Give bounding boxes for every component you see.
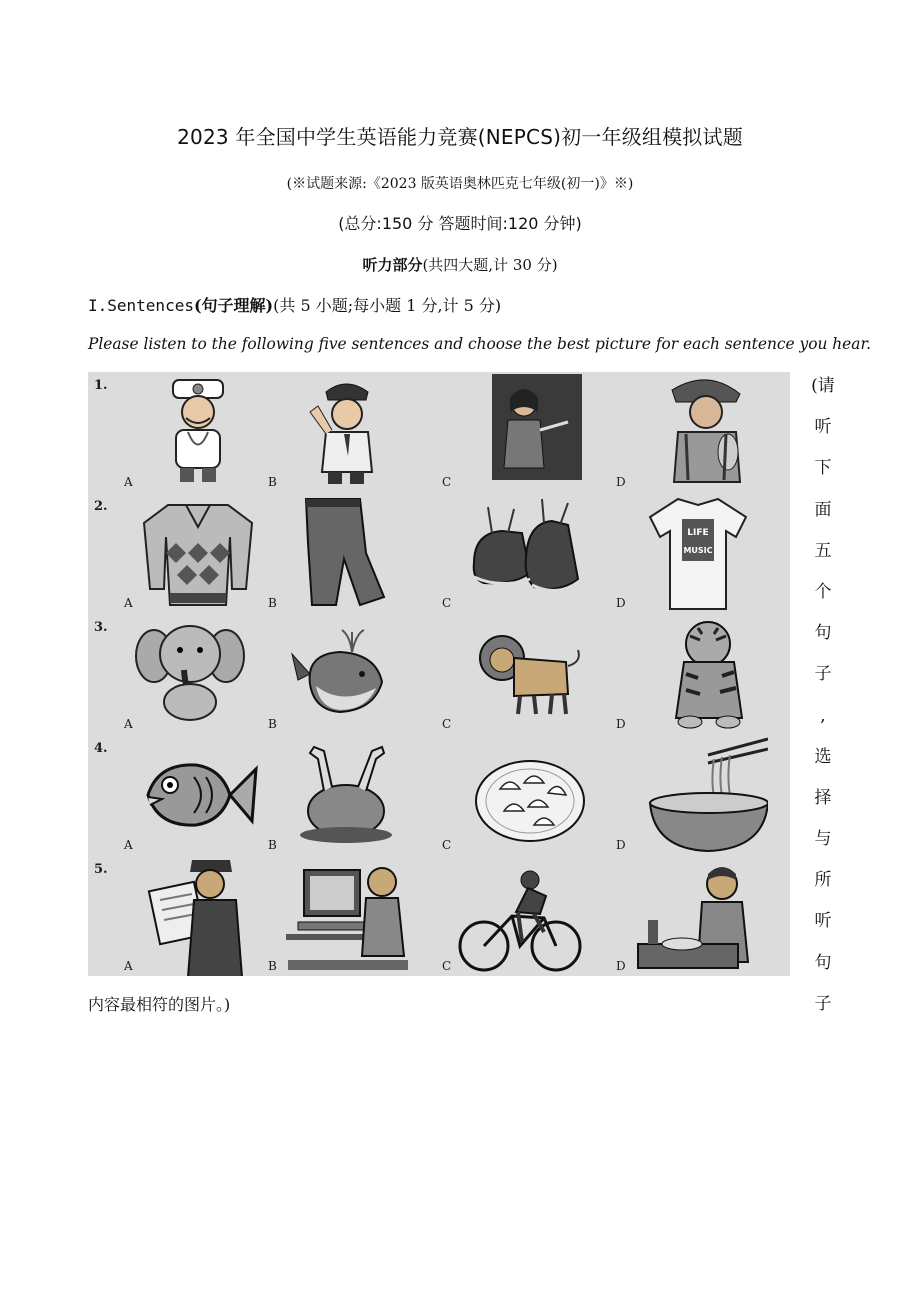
tshirt-icon: [618, 493, 768, 614]
part-heading-bold: 听力部分: [362, 256, 423, 274]
noodles-icon: [618, 735, 768, 856]
tiger-icon: [618, 614, 768, 735]
lion-icon: [444, 614, 594, 735]
option-4c[interactable]: [444, 735, 594, 856]
question-number: 2.: [94, 499, 108, 514]
option-3c[interactable]: [444, 614, 594, 735]
option-letter: D: [616, 717, 626, 731]
option-letter: B: [268, 959, 277, 973]
exam-title: 2023 年全国中学生英语能力竞赛(NEPCS)初一年级组模拟试题: [177, 125, 743, 149]
option-letter: D: [616, 838, 626, 852]
instruction-note-char: 所: [814, 870, 832, 891]
dumplings-icon: [444, 735, 594, 856]
cycling-icon: [444, 856, 594, 976]
section-title-en: I.Sentences: [88, 296, 194, 315]
option-letter: B: [268, 717, 277, 731]
option-3b[interactable]: [266, 614, 416, 735]
instruction-note-char: 子: [814, 664, 832, 685]
sweater-icon: [118, 493, 268, 614]
shoes-icon: [444, 493, 594, 614]
option-5d[interactable]: [618, 856, 768, 976]
instruction-note-char: 子: [814, 993, 832, 1014]
option-3d[interactable]: [618, 614, 768, 735]
section-instruction: Please listen to the following five sentences and choose the best picture for each sentence you hear.: [88, 335, 872, 353]
instruction-note-char: 听: [814, 911, 832, 932]
option-3a[interactable]: [118, 614, 268, 735]
instruction-note-tail: 内容最相符的图片。): [88, 995, 231, 1014]
option-4d[interactable]: [618, 735, 768, 856]
option-5c[interactable]: [444, 856, 594, 976]
doctor-icon: [118, 372, 268, 493]
option-1c[interactable]: [444, 372, 594, 493]
reading-newspaper-icon: [118, 856, 268, 976]
instruction-note-char: (请: [811, 376, 835, 396]
option-letter: D: [616, 475, 626, 489]
chicken-icon: [266, 735, 416, 856]
option-1b[interactable]: [266, 372, 416, 493]
option-2a[interactable]: [118, 493, 268, 614]
question-number: 1.: [94, 378, 108, 393]
washing-dishes-icon: [618, 856, 768, 976]
policeman-icon: [266, 372, 416, 493]
instruction-note-char: 下: [814, 458, 832, 479]
option-letter: B: [268, 838, 277, 852]
instruction-note-char: 与: [814, 829, 832, 850]
instruction-note-char: 听: [814, 417, 832, 438]
farmer-icon: [618, 372, 768, 493]
option-letter: A: [124, 717, 133, 731]
option-letter: C: [442, 475, 452, 489]
option-letter: A: [124, 959, 133, 973]
question-row-2: [88, 493, 790, 614]
svg-text:MUSIC: MUSIC: [683, 546, 713, 555]
question-number: 3.: [94, 620, 108, 635]
option-letter: B: [268, 596, 277, 610]
exam-source: (※试题来源:《2023 版英语奥林匹克七年级(初一)》※): [286, 176, 634, 192]
section-heading: [88, 293, 501, 316]
question-row-5: [88, 856, 790, 976]
using-computer-icon: [266, 856, 416, 976]
question-row-3: [88, 614, 790, 735]
option-4b[interactable]: [266, 735, 416, 856]
part-heading-rest: (共四大题,计 30 分): [422, 256, 558, 274]
elephant-icon: [118, 614, 268, 735]
option-1a[interactable]: [118, 372, 268, 493]
fish-icon: [118, 735, 268, 856]
svg-text:LIFE: LIFE: [687, 528, 709, 538]
option-letter: C: [442, 717, 452, 731]
teacher-icon: [444, 372, 594, 493]
option-letter: A: [124, 596, 133, 610]
option-5b[interactable]: [266, 856, 416, 976]
option-4a[interactable]: [118, 735, 268, 856]
score-info: (总分:150 分 答题时间:120 分钟): [338, 214, 582, 233]
option-letter: D: [616, 959, 626, 973]
instruction-note-char: 个: [814, 581, 832, 602]
instruction-note-char: 五: [814, 540, 832, 561]
option-letter: D: [616, 596, 626, 610]
option-letter: A: [124, 475, 133, 489]
option-1d[interactable]: [618, 372, 768, 493]
question-number: 5.: [94, 862, 108, 877]
question-row-1: [88, 372, 790, 493]
instruction-note-char: 择: [814, 787, 832, 808]
option-letter: C: [442, 596, 452, 610]
question-number: 4.: [94, 741, 108, 756]
section-title-cn: (句子理解): [193, 296, 274, 315]
option-letter: B: [268, 475, 277, 489]
option-letter: C: [442, 959, 452, 973]
trousers-icon: [266, 493, 416, 614]
instruction-note-char: 句: [814, 623, 832, 644]
option-2b[interactable]: [266, 493, 416, 614]
whale-icon: [266, 614, 416, 735]
instruction-note-char: 选: [814, 746, 832, 767]
instruction-note-vertical: [803, 374, 843, 1033]
option-letter: A: [124, 838, 133, 852]
option-2d[interactable]: [618, 493, 768, 614]
instruction-note-char: 句: [814, 952, 832, 973]
picture-grid: [88, 372, 790, 976]
option-letter: C: [442, 838, 452, 852]
instruction-note-char: 面: [814, 499, 832, 520]
section-info: (共 5 小题;每小题 1 分,计 5 分): [273, 296, 502, 315]
question-row-4: [88, 735, 790, 856]
option-5a[interactable]: [118, 856, 268, 976]
instruction-note-char: ,: [820, 705, 826, 726]
option-2c[interactable]: [444, 493, 594, 614]
part-heading: [0, 254, 920, 275]
